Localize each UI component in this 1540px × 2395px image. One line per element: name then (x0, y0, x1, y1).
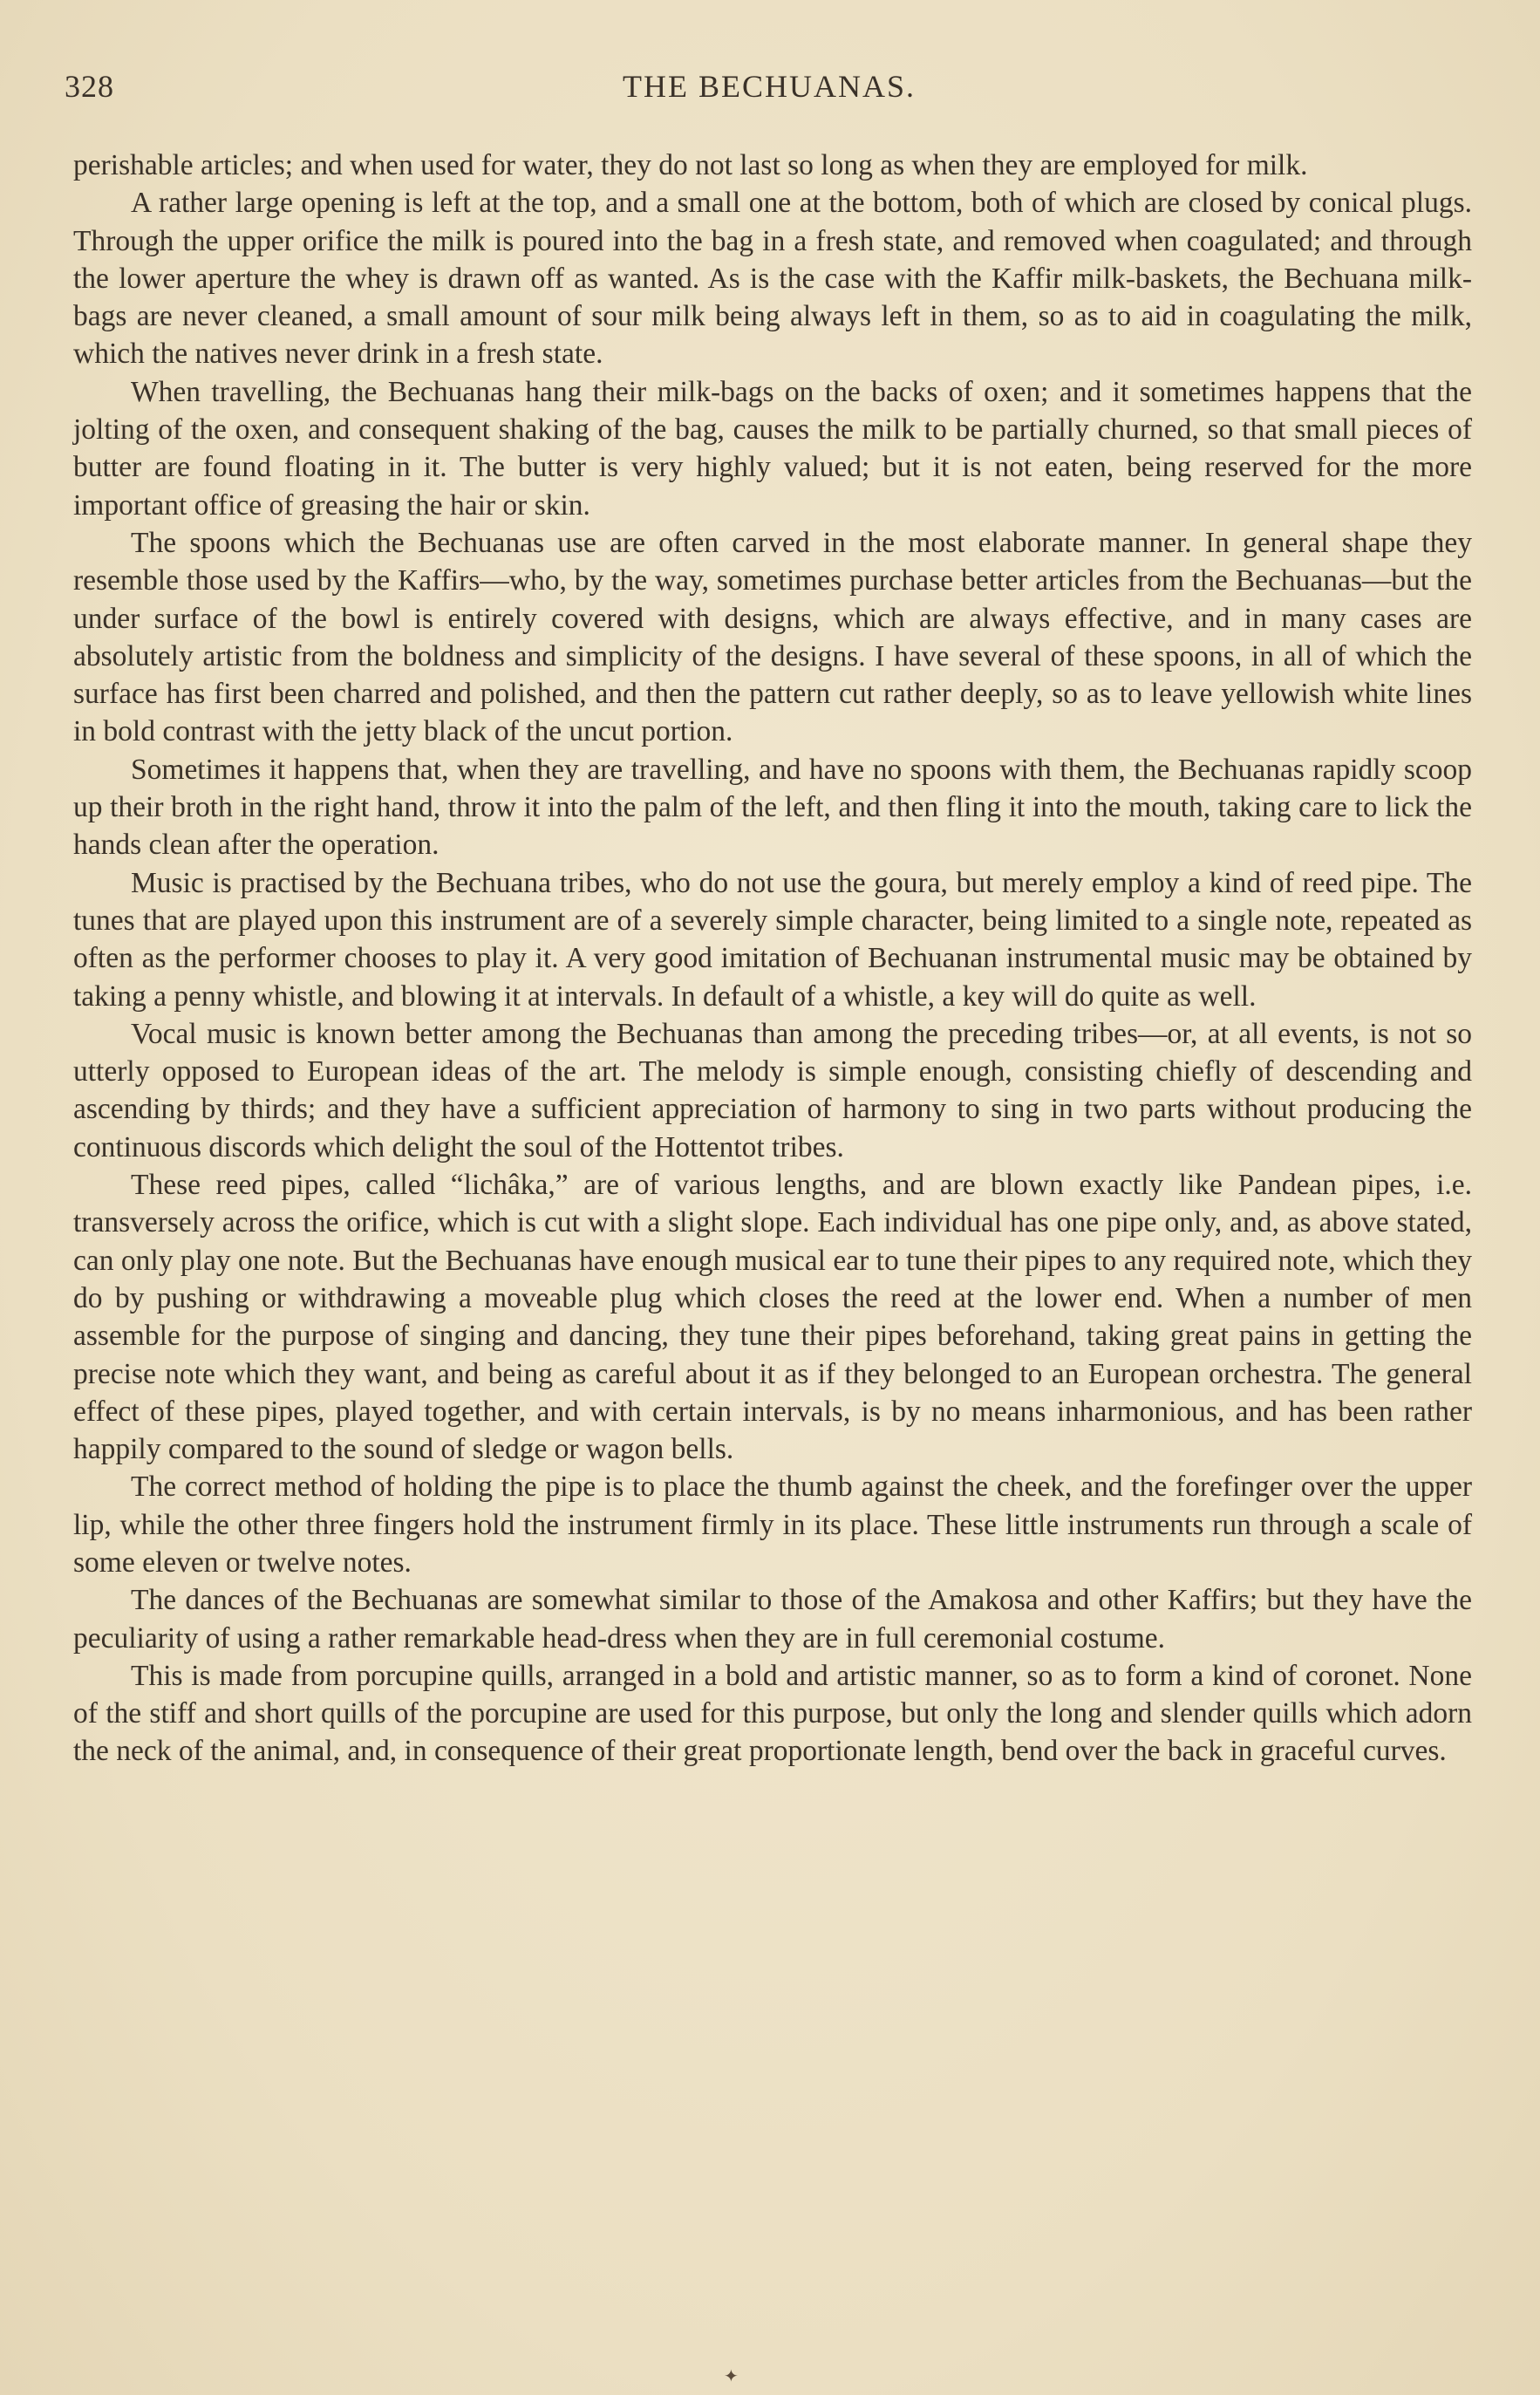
paragraph-continued: perishable articles; and when used for water, they do not last so long as when they are employed for milk. (73, 149, 1308, 181)
paragraph-milk-bag-openings: A rather large opening is left at the top, and a small one at the bottom, both of which are closed by conical plugs. Through the upper orifice the milk is poured into the bag in a fresh state, and removed when coagulated; and through the lower aperture the whey is drawn off as wanted. As is the case with the Kaffir milk-baskets, the Bechuana milk-bags are never cleaned, a small amount of sour milk being always left in them, so as to aid in coagulating the milk, which the natives never drink in a fresh state. (73, 187, 1472, 371)
page-number: 328 (65, 69, 114, 104)
paragraph-carved-spoons: The spoons which the Bechuanas use are often carved in the most elaborate manner. In general shape they resemble those used by the Kaffirs—who, by the way, sometimes purchase better articles from the Bechuanas—but the under surface of the bowl is entirely covered with designs, which are always effective, and in many cases are absolutely artistic from the boldness and simplicity of the designs. I have several of these spoons, in all of which the surface has first been charred and polished, and then the pattern cut rather deeply, so as to leave yellowish white lines in bold contrast with the jetty black of the uncut portion. (73, 526, 1472, 748)
page-body-text (73, 147, 1472, 1771)
paragraph-reed-pipe-music: Music is practised by the Bechuana tribes, who do not use the goura, but merely employ a kind of reed pipe. The tunes that are played upon this instrument are of a severely simple character, being limited to a single note, repeated as often as the performer chooses to play it. A very good imitation of Bechuanan instrumental music may be obtained by taking a penny whistle, and blowing it at intervals. In default of a whistle, a key will do quite as well. (73, 866, 1472, 1013)
paragraph-dances: The dances of the Bechuanas are somewhat similar to those of the Amakosa and other Kaffirs; but they have the peculiarity of using a rather remarkable head-dress when they are in full ceremonial costume. (73, 1584, 1472, 1655)
running-head: THE BECHUANAS. (622, 69, 916, 104)
paragraph-porcupine-head-dress: This is made from porcupine quills, arranged in a bold and artistic manner, so as to form a kind of coronet. None of the stiff and short quills of the porcupine are used for this purpose, but only the long and slender quills which adorn the neck of the animal, and, in consequence of their great proportionate length, bend over the back in graceful curves. (73, 1659, 1472, 1768)
page-header (65, 68, 1474, 112)
paragraph-eating-without-spoons: Sometimes it happens that, when they are travelling, and have no spoons with them, the Bechuanas rapidly scoop up their broth in the right hand, throw it into the palm of the left, and then fling it into the mouth, taking care to lick the hands clean after the operation. (73, 753, 1472, 862)
paragraph-travelling-milk-bags: When travelling, the Bechuanas hang their milk-bags on the backs of oxen; and it sometimes happens that the jolting of the oxen, and consequent shaking of the bag, causes the milk to be partially churned, so that small pieces of butter are found floating in it. The butter is very highly valued; but it is not eaten, being reserved for the more important office of greasing the hair or skin. (73, 375, 1472, 522)
paragraph-holding-pipe: The correct method of holding the pipe is to place the thumb against the cheek, and the forefinger over the upper lip, while the other three fingers hold the instrument firmly in its place. These little instruments run through a scale of some eleven or twelve notes. (73, 1470, 1472, 1579)
paragraph-vocal-music: Vocal music is known better among the Bechuanas than among the preceding tribes—or, at all events, is not so utterly opposed to European ideas of the art. The melody is simple enough, consisting chiefly of descending and ascending by thirds; and they have a sufficient appreciation of harmony to sing in two parts without producing the continuous discords which delight the soul of the Hottentot tribes. (73, 1017, 1472, 1163)
footer-ornament-icon: ✦ (724, 2367, 739, 2386)
paragraph-lichaka-pipes: These reed pipes, called “lichâka,” are of various lengths, and are blown exactly like Pandean pipes, i.e. transversely across the orifice, which is cut with a slight slope. Each individual has one pipe only, and, as above stated, can only play one note. But the Bechuanas have enough musical ear to tune their pipes to any required note, which they do by pushing or withdrawing a moveable plug which closes the reed at the lower end. When a number of men assemble for the purpose of singing and dancing, they tune their pipes beforehand, taking great pains in getting the precise note which they want, and being as careful about it as if they belonged to an European orchestra. The general effect of these pipes, played together, and with certain intervals, is by no means inharmonious, and has been rather happily compared to the sound of sledge or wagon bells. (73, 1169, 1472, 1466)
